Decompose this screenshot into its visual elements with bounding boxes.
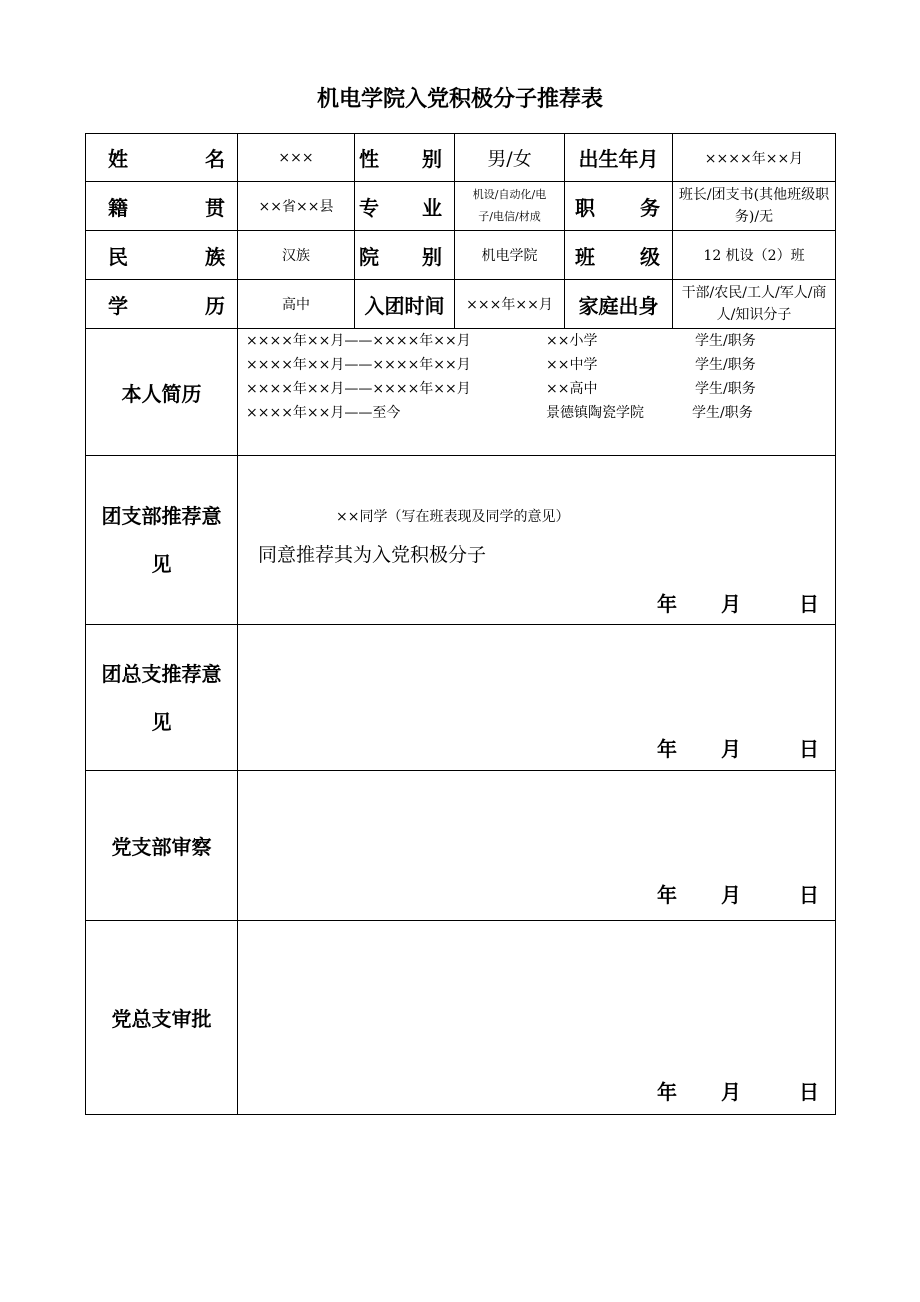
party-general-opinion-cell[interactable] bbox=[237, 920, 836, 1115]
year-label: 年 bbox=[657, 883, 677, 907]
league-branch-opinion-cell[interactable] bbox=[237, 455, 836, 625]
ethnicity-value[interactable]: 汉族 bbox=[237, 230, 355, 280]
year-label: 年 bbox=[657, 1080, 677, 1104]
party-branch-date bbox=[657, 879, 819, 908]
party-general-label: 党总支审批 bbox=[111, 1007, 212, 1031]
resume-role: 学生/职务 bbox=[695, 333, 756, 349]
league-general-opinion-cell[interactable] bbox=[237, 624, 836, 771]
gender-label: 性 别 bbox=[354, 133, 455, 182]
day-label: 日 bbox=[799, 737, 819, 761]
resume-role: 学生/职务 bbox=[695, 357, 756, 373]
college-label: 院 别 bbox=[354, 230, 455, 280]
name-label: 姓 名 bbox=[85, 133, 238, 182]
day-label: 日 bbox=[799, 592, 819, 616]
native-place-value[interactable]: ××省××县 bbox=[237, 181, 355, 231]
resume-role: 学生/职务 bbox=[695, 381, 756, 397]
month-label: 月 bbox=[721, 737, 741, 761]
resume-period: ××××年××月——××××年××月 bbox=[246, 381, 471, 397]
day-label: 日 bbox=[799, 883, 819, 907]
resume-label: 本人简历 bbox=[85, 328, 238, 456]
league-general-label-cell bbox=[85, 624, 238, 771]
education-label: 学 历 bbox=[85, 279, 238, 329]
birth-label: 出生年月 bbox=[564, 133, 673, 182]
year-label: 年 bbox=[657, 592, 677, 616]
resume-period: ××××年××月——××××年××月 bbox=[246, 333, 471, 349]
resume-school: 景德镇陶瓷学院 bbox=[546, 405, 644, 421]
gender-value[interactable]: 男/女 bbox=[454, 133, 565, 182]
resume-period: ××××年××月——××××年××月 bbox=[246, 357, 471, 373]
party-branch-label: 党支部审察 bbox=[111, 835, 212, 859]
birth-value[interactable]: ××××年××月 bbox=[672, 133, 836, 182]
league-branch-label-cell bbox=[85, 455, 238, 625]
league-general-label: 团总支推荐意见 bbox=[101, 661, 222, 734]
league-general-date bbox=[657, 733, 819, 762]
native-place-label: 籍 贯 bbox=[85, 181, 238, 231]
major-label: 专 业 bbox=[354, 181, 455, 231]
league-branch-opinion: 同意推荐其为入党积极分子 bbox=[258, 544, 487, 566]
resume-school: ××高中 bbox=[546, 381, 598, 397]
party-branch-label-cell bbox=[85, 770, 238, 921]
position-value[interactable]: 班长/团支书(其他班级职务)/无 bbox=[672, 181, 836, 231]
resume-role: 学生/职务 bbox=[692, 405, 753, 421]
year-label: 年 bbox=[657, 737, 677, 761]
party-branch-opinion-cell[interactable] bbox=[237, 770, 836, 921]
month-label: 月 bbox=[721, 1080, 741, 1104]
family-label: 家庭出身 bbox=[564, 279, 673, 329]
major-value[interactable]: 机设/自动化/电子/电信/材成 bbox=[454, 181, 565, 231]
league-branch-label: 团支部推荐意见 bbox=[101, 504, 222, 576]
month-label: 月 bbox=[721, 592, 741, 616]
education-value[interactable]: 高中 bbox=[237, 279, 355, 329]
party-general-label-cell bbox=[85, 920, 238, 1115]
class-value[interactable]: 12 机设（2）班 bbox=[672, 230, 836, 280]
college-value[interactable]: 机电学院 bbox=[454, 230, 565, 280]
ethnicity-label: 民 族 bbox=[85, 230, 238, 280]
day-label: 日 bbox=[799, 1080, 819, 1104]
position-label: 职 务 bbox=[564, 181, 673, 231]
league-branch-date bbox=[657, 588, 819, 617]
name-value[interactable]: ××× bbox=[237, 133, 355, 182]
resume-school: ××中学 bbox=[546, 357, 598, 373]
recommendation-form bbox=[85, 133, 836, 1115]
league-date-label: 入团时间 bbox=[354, 279, 455, 329]
month-label: 月 bbox=[721, 883, 741, 907]
resume-period: ××××年××月——至今 bbox=[246, 405, 401, 421]
party-general-date bbox=[657, 1076, 819, 1105]
form-title: 机电学院入党积极分子推荐表 bbox=[316, 87, 603, 112]
league-date-value[interactable]: ×××年××月 bbox=[454, 279, 565, 329]
league-branch-note: ××同学（写在班表现及同学的意见） bbox=[336, 509, 570, 525]
class-label: 班 级 bbox=[564, 230, 673, 280]
resume-content[interactable] bbox=[237, 328, 836, 456]
resume-school: ××小学 bbox=[546, 333, 598, 349]
family-value[interactable]: 干部/农民/工人/军人/商人/知识分子 bbox=[672, 279, 836, 329]
